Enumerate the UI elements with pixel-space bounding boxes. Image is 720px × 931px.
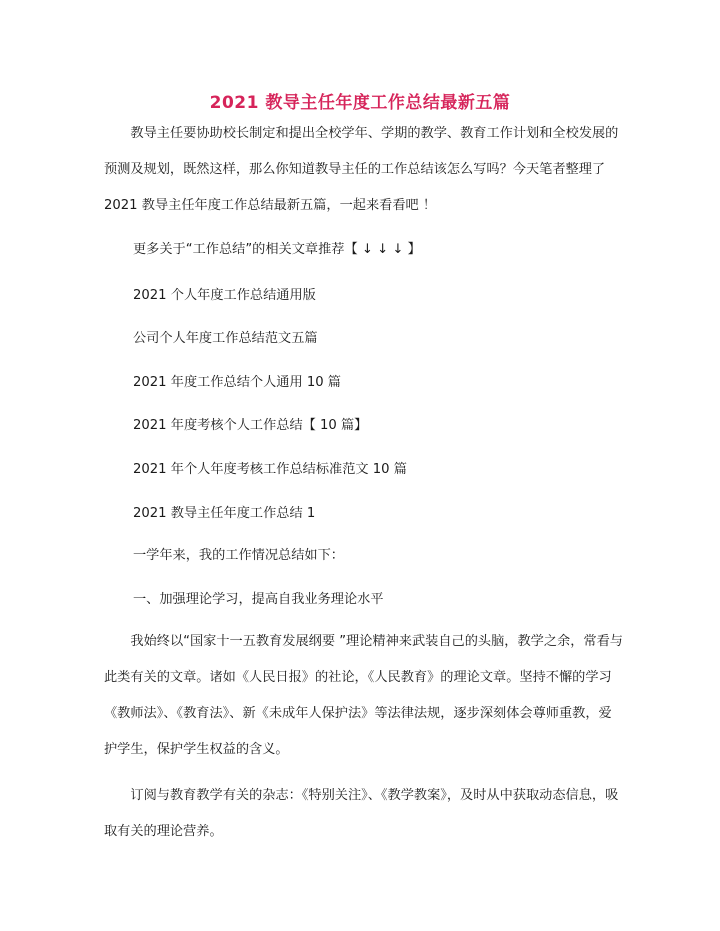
section-title: 2021 教导主任年度工作总结 1 bbox=[133, 506, 316, 521]
article-link[interactable]: 2021 个人年度工作总结通用版 bbox=[133, 288, 316, 303]
summary-line: 一学年来，我的工作情况总结如下： bbox=[133, 548, 344, 563]
section-heading: 一、加强理论学习，提高自我业务理论水平 bbox=[133, 592, 384, 607]
article-link[interactable]: 公司个人年度工作总结范文五篇 bbox=[133, 331, 318, 346]
body-paragraph: 订阅与教育教学有关的杂志：《特别关注》、《教学教案》，及时从中获取动态信息，吸取有关的理论营养。 bbox=[104, 788, 619, 839]
document-title: 2021 教导主任年度工作总结最新五篇 bbox=[209, 93, 511, 113]
article-link[interactable]: 2021 年个人年度考核工作总结标准范文 10 篇 bbox=[133, 462, 407, 477]
recommend-heading: 更多关于“工作总结”的相关文章推荐【 ↓ ↓ ↓ 】 bbox=[133, 242, 421, 257]
intro-paragraph: 教导主任要协助校长制定和提出全校学年、学期的教学、教育工作计划和全校发展的预测及规划，既然这样，那么你知道教导主任的工作总结该怎么写吗？今天笔者整理了 2021 教导主任年度工作总结最新五篇，一起来看看吧 ！ bbox=[104, 126, 619, 213]
article-link[interactable]: 2021 年度工作总结个人通用 10 篇 bbox=[133, 375, 341, 390]
article-link[interactable]: 2021 年度考核个人工作总结【 10 篇】 bbox=[133, 418, 368, 433]
body-paragraph: 我始终以“国家十一五教育发展纲要 ”理论精神来武装自己的头脑，教学之余，常看与此类有关的文章。诸如《人民日报》的社论，《人民教育》的理论文章。坚持不懈的学习《教师法》、《教育法》、新《未成年人保护法》等法律法规，逐步深刻体会尊师重教，爱护学生，保护学生权益的含义。 bbox=[104, 634, 623, 757]
